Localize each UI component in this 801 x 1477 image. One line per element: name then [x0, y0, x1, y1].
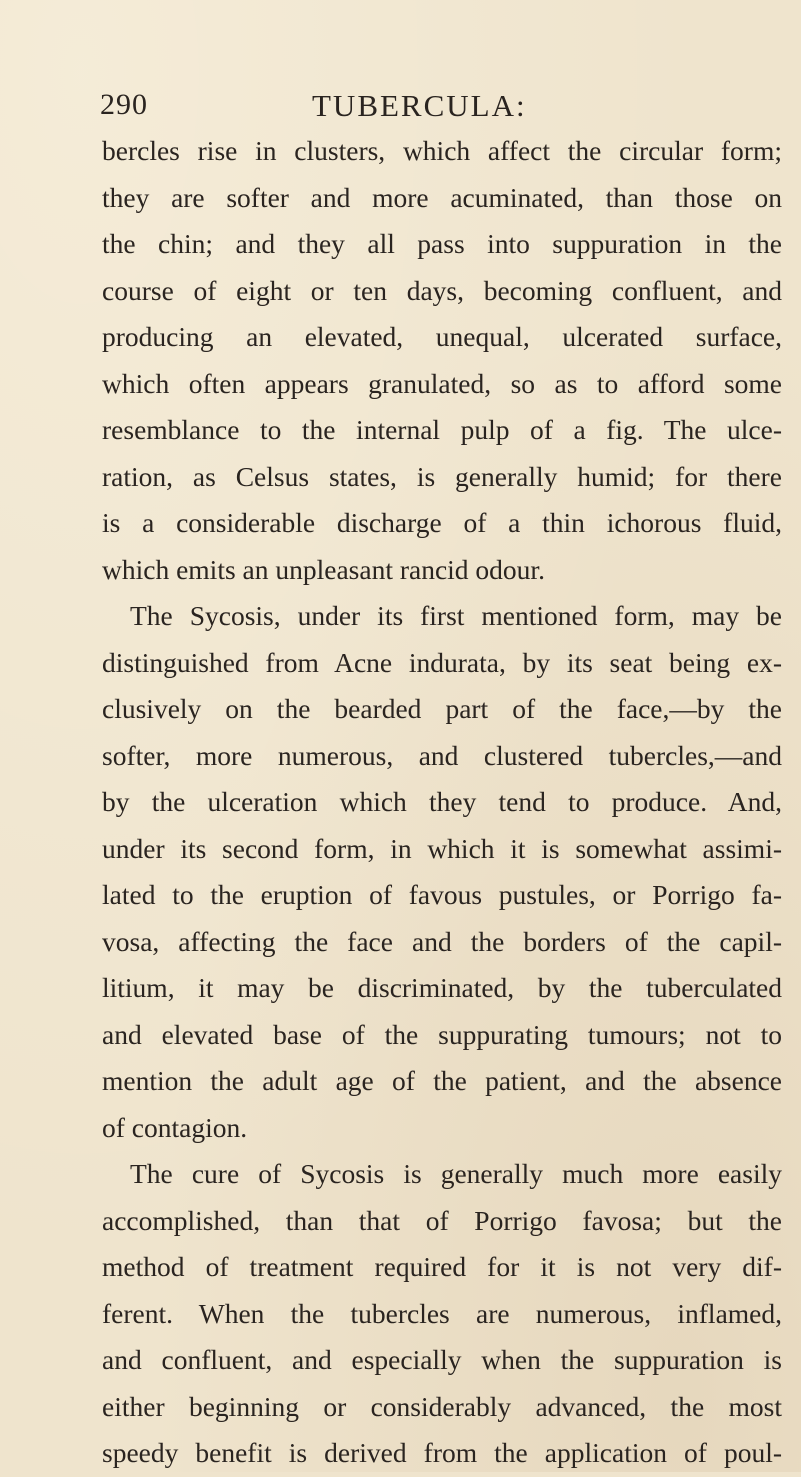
- text-line: which emits an unpleasant rancid odour.: [102, 553, 545, 585]
- text-line: bercles rise in clusters, which affect the circular form;: [102, 135, 782, 166]
- text-line: and elevated base of the suppurating tumours; not to: [102, 1018, 782, 1050]
- text-line: The Sycosis, under its first mentioned form, may be: [130, 600, 782, 631]
- text-line: vosa, affecting the face and the borders of the capil-: [102, 925, 782, 957]
- text-line: either beginning or considerably advanced, the most: [102, 1390, 782, 1422]
- text-line: and confluent, and especially when the suppuration is: [102, 1344, 782, 1375]
- text-line: method of treatment required for it is not very dif-: [102, 1251, 782, 1282]
- text-line: is a considerable discharge of a thin ichorous fluid,: [102, 507, 782, 538]
- text-line: softer, more numerous, and clustered tubercles,—and: [102, 739, 782, 771]
- body-text: [102, 128, 782, 1477]
- text-line: mention the adult age of the patient, and the absence: [102, 1065, 782, 1096]
- text-line: ration, as Celsus states, is generally humid; for there: [102, 460, 782, 492]
- text-line: lated to the eruption of favous pustules, or Porrigo fa-: [102, 879, 782, 910]
- text-line: The cure of Sycosis is generally much more easily: [130, 1158, 782, 1189]
- text-line: which often appears granulated, so as to afford some: [102, 367, 782, 399]
- running-title: TUBERCULA:: [312, 88, 527, 123]
- text-line: distinguished from Acne indurata, by its seat being ex-: [102, 646, 782, 678]
- text-line: ferent. When the tubercles are numerous, inflamed,: [102, 1297, 782, 1329]
- text-line: producing an elevated, unequal, ulcerated surface,: [102, 321, 782, 352]
- text-line: by the ulceration which they tend to produce. And,: [102, 786, 782, 817]
- page-number: 290: [100, 88, 148, 121]
- text-line: speedy benefit is derived from the application of poul-: [102, 1437, 782, 1468]
- text-line: litium, it may be discriminated, by the tuberculated: [102, 972, 782, 1003]
- text-line: accomplished, than that of Porrigo favosa; but the: [102, 1204, 782, 1236]
- text-line: they are softer and more acuminated, than those on: [102, 181, 782, 213]
- text-line: resemblance to the internal pulp of a fig. The ulce-: [102, 414, 782, 445]
- text-line: course of eight or ten days, becoming confluent, and: [102, 274, 782, 306]
- text-line: under its second form, in which it is somewhat assimi-: [102, 832, 782, 864]
- text-line: clusively on the bearded part of the face,—by the: [102, 693, 782, 724]
- text-line: of contagion.: [102, 1111, 248, 1143]
- text-line: the chin; and they all pass into suppuration in the: [102, 228, 782, 259]
- page-header: [100, 88, 720, 132]
